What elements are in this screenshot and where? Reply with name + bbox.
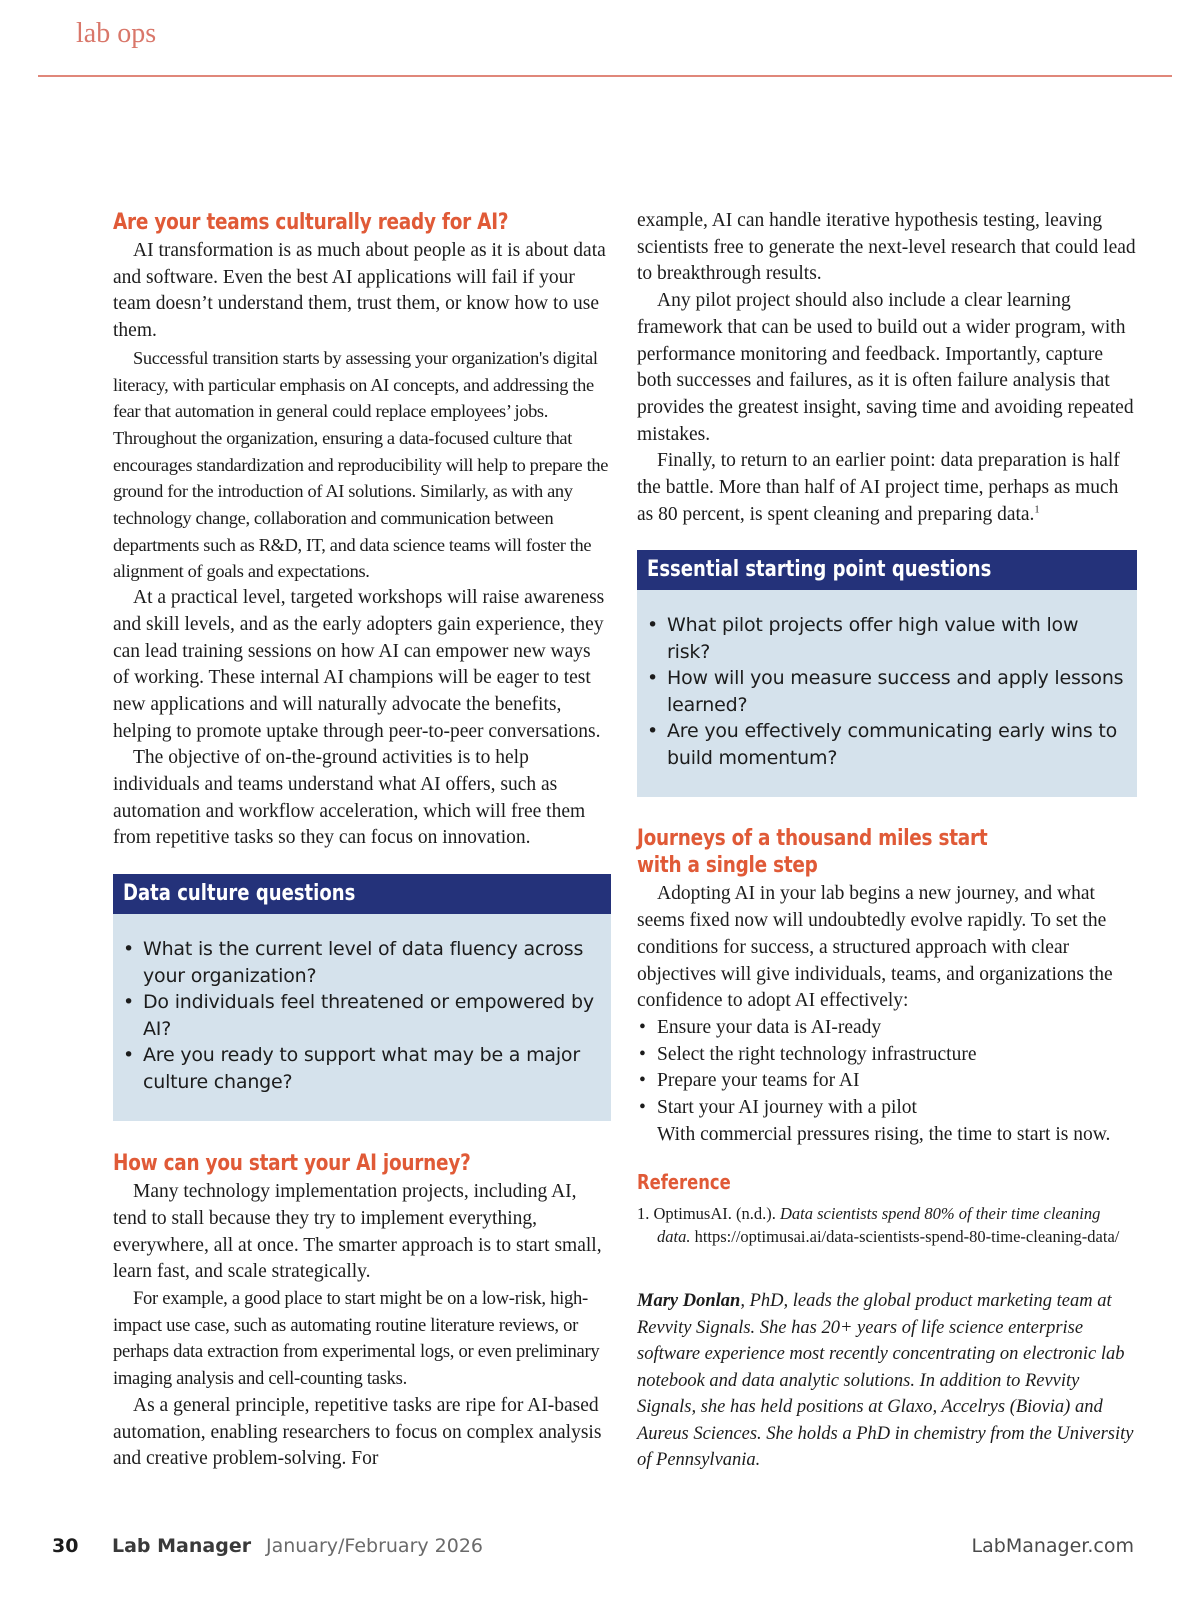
box-title: Essential starting point questions: [637, 550, 1137, 590]
page-footer: [0, 1535, 1200, 1565]
right-column: [637, 208, 1137, 1474]
starting-point-questions-box: [637, 550, 1137, 797]
heading-cultural-readiness: Are your teams culturally ready for AI?: [113, 209, 509, 235]
paragraph: As a general principle, repetitive tasks are ripe for AI-based automation, enabling researchers to focus on complex analysis and creative problem-solving. For: [113, 1394, 602, 1470]
question-list: [637, 590, 1137, 797]
question-list: [113, 914, 611, 1121]
magazine-brand: Lab Manager: [112, 1535, 252, 1557]
list-item: • Ensure your data is AI-ready: [639, 1016, 882, 1038]
website-link[interactable]: LabManager.com: [971, 1535, 1134, 1557]
paragraph: With commercial pressures rising, the time to start is now.: [657, 1123, 1111, 1145]
paragraph: AI transformation is as much about people as it is about data and software. Even the best AI applications will fail if your team doesn’t understand them, trust them, or know how to use them.: [113, 240, 606, 342]
reference-heading: Reference: [637, 1170, 731, 1195]
list-item: • Start your AI journey with a pilot: [639, 1097, 917, 1119]
list-item: • Select the right technology infrastructure: [639, 1043, 977, 1065]
heading-start-journey: How can you start your AI journey?: [113, 1150, 471, 1177]
list-item: • How will you measure success and apply lessons learned?: [647, 667, 1124, 716]
paragraph: Finally, to return to an earlier point: data preparation is half the battle. More than half of AI project time, perhaps as much as 80 percent, is spent cleaning and preparing data.$^1$: [637, 450, 1120, 525]
steps-list: [637, 1015, 1137, 1122]
list-item: • What pilot projects offer high value with low risk?: [647, 614, 1079, 663]
page-number: 30: [52, 1535, 79, 1557]
paragraph: The objective of on-the-ground activities is to help individuals and teams understand what AI offers, such as automation and workflow acceleration, which will free them from repetitive tasks so they can focus on innovation.: [113, 747, 586, 849]
section-label: lab ops: [76, 18, 157, 49]
issue-date: January/February 2026: [266, 1535, 484, 1557]
list-item: • Are you ready to support what may be a major culture change?: [123, 1044, 580, 1093]
paragraph: Successful transition starts by assessing your organization's digital literacy, with particular emphasis on AI concepts, and addressing the fear that automation in general could replace employees’ jobs. Throughout the organization, ensuring a data-focused culture that encourages standardization and reproducibility will help to prepare the ground for the introduction of AI solutions. Similarly, as with any technology change, collaboration and communication between departments such as R&D, IT, and data science teams will foster the alignment of goals and expectations.: [113, 347, 609, 582]
list-item: • What is the current level of data fluency across your organization?: [123, 938, 584, 987]
header-rule: [38, 75, 1172, 77]
list-item: • Are you effectively communicating early wins to build momentum?: [647, 720, 1118, 769]
author-name: Mary Donlan: [637, 1291, 741, 1312]
heading-journeys: Journeys of a thousand miles start with a single step: [637, 825, 988, 879]
paragraph: At a practical level, targeted workshops will raise awareness and skill levels, and as the early adopters gain experience, they can lead training sessions on how AI can empower new ways of working. These internal AI champions will be eager to test new applications and will naturally advocate the benefits, helping to promote uptake through peer-to-peer conversations.: [113, 587, 605, 742]
paragraph: Adopting AI in your lab begins a new journey, and what seems fixed now will undoubtedly evolve rapidly. To set the conditions for success, a structured approach with clear objectives will give individuals, teams, and organizations the confidence to adopt AI effectively:: [637, 883, 1113, 1012]
paragraph: Any pilot project should also include a clear learning framework that can be used to build out a wider program, with performance monitoring and feedback. Importantly, capture both successes and failures, as it is often failure analysis that provides the greatest insight, saving time and avoiding repeated mistakes.: [637, 290, 1134, 445]
list-item: • Prepare your teams for AI: [639, 1070, 860, 1092]
list-item: • Do individuals feel threatened or empowered by AI?: [123, 991, 594, 1040]
author-bio: Mary Donlan, PhD, leads the global product marketing team at Revvity Signals. She has 20+ years of life science enterprise software experience most recently concentrating on electronic lab notebook and data analytic solutions. In addition to Revvity Signals, she has held positions at Glaxo, Accelrys (Biovia) and Aureus Sciences. She holds a PhD in chemistry from the University of Pennsylvania.: [637, 1291, 1134, 1471]
box-title: Data culture questions: [113, 874, 611, 914]
paragraph: For example, a good place to start might be on a low-risk, high-impact use case, such as automating routine literature reviews, or perhaps data extraction from experimental logs, or even preliminary imaging analysis and cell-counting tasks.: [113, 1287, 600, 1390]
paragraph: Many technology implementation projects, including AI, tend to stall because they try to implement everything, everywhere, all at once. The smarter approach is to start small, learn fast, and scale strategically.: [113, 1181, 602, 1283]
data-culture-questions-box: [113, 874, 611, 1121]
left-column: [113, 208, 611, 1473]
reference-entry: 1. OptimusAI. (n.d.). Data scientists spend 80% of their time cleaning data. https://optimusai.ai/data-scientists-spend-80-time-cleaning-data/: [637, 1204, 1120, 1247]
reference-url[interactable]: https://optimusai.ai/data-scientists-spend-80-time-cleaning-data/: [694, 1227, 1120, 1247]
paragraph: example, AI can handle iterative hypothesis testing, leaving scientists free to generate the next-level research that could lead to breakthrough results.: [637, 210, 1136, 285]
footnote-marker: 1: [1034, 504, 1040, 516]
